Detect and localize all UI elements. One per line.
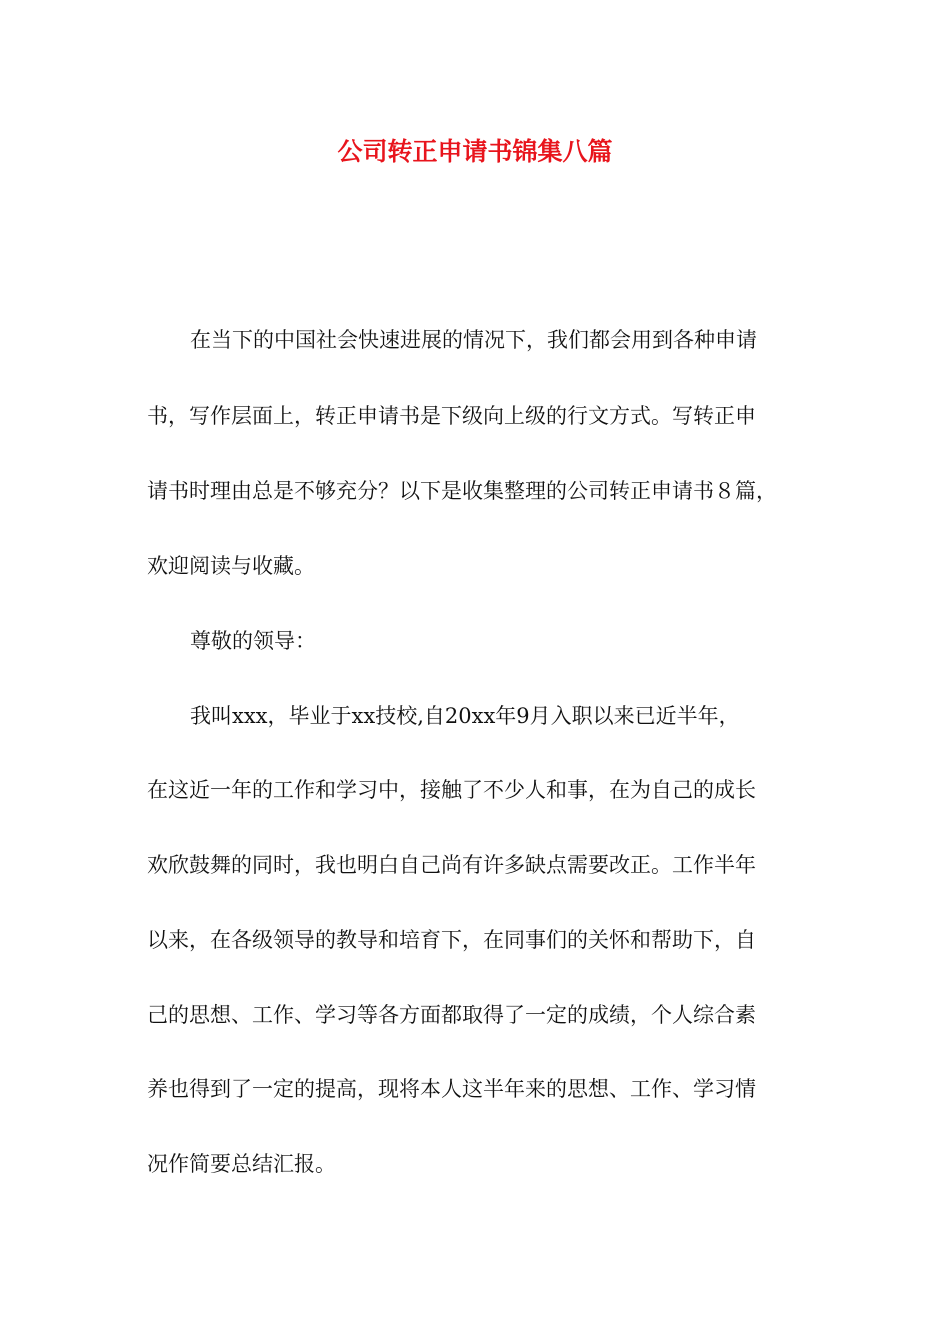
paragraph-line: 我叫xxx，毕业于xx技校,自20xx年9月入职以来已近半年，: [190, 704, 740, 728]
paragraph-line: 己的思想、工作、学习等各方面都取得了一定的成绩，个人综合素: [147, 1003, 756, 1027]
paragraph-line: 况作简要总结汇报。: [147, 1152, 336, 1176]
paragraph-line: 以来，在各级领导的教导和培育下，在同事们的关怀和帮助下，自: [147, 928, 756, 952]
paragraph-line: 欢欣鼓舞的同时，我也明白自己尚有许多缺点需要改正。工作半年: [147, 853, 756, 877]
paragraph-line: 书，写作层面上，转正申请书是下级向上级的行文方式。写转正申: [147, 404, 756, 428]
paragraph-line: 欢迎阅读与收藏。: [147, 554, 315, 578]
salutation: 尊敬的领导：: [190, 629, 316, 653]
paragraph-line: 在这近一年的工作和学习中，接触了不少人和事，在为自己的成长: [147, 778, 756, 802]
paragraph-line: 在当下的中国社会快速进展的情况下，我们都会用到各种申请: [190, 328, 757, 352]
paragraph-line: 请书时理由总是不够充分？以下是收集整理的公司转正申请书８篇，: [147, 479, 777, 503]
paragraph-line: 养也得到了一定的提高，现将本人这半年来的思想、工作、学习情: [147, 1077, 756, 1101]
page-title: 公司转正申请书锦集八篇: [337, 137, 613, 166]
